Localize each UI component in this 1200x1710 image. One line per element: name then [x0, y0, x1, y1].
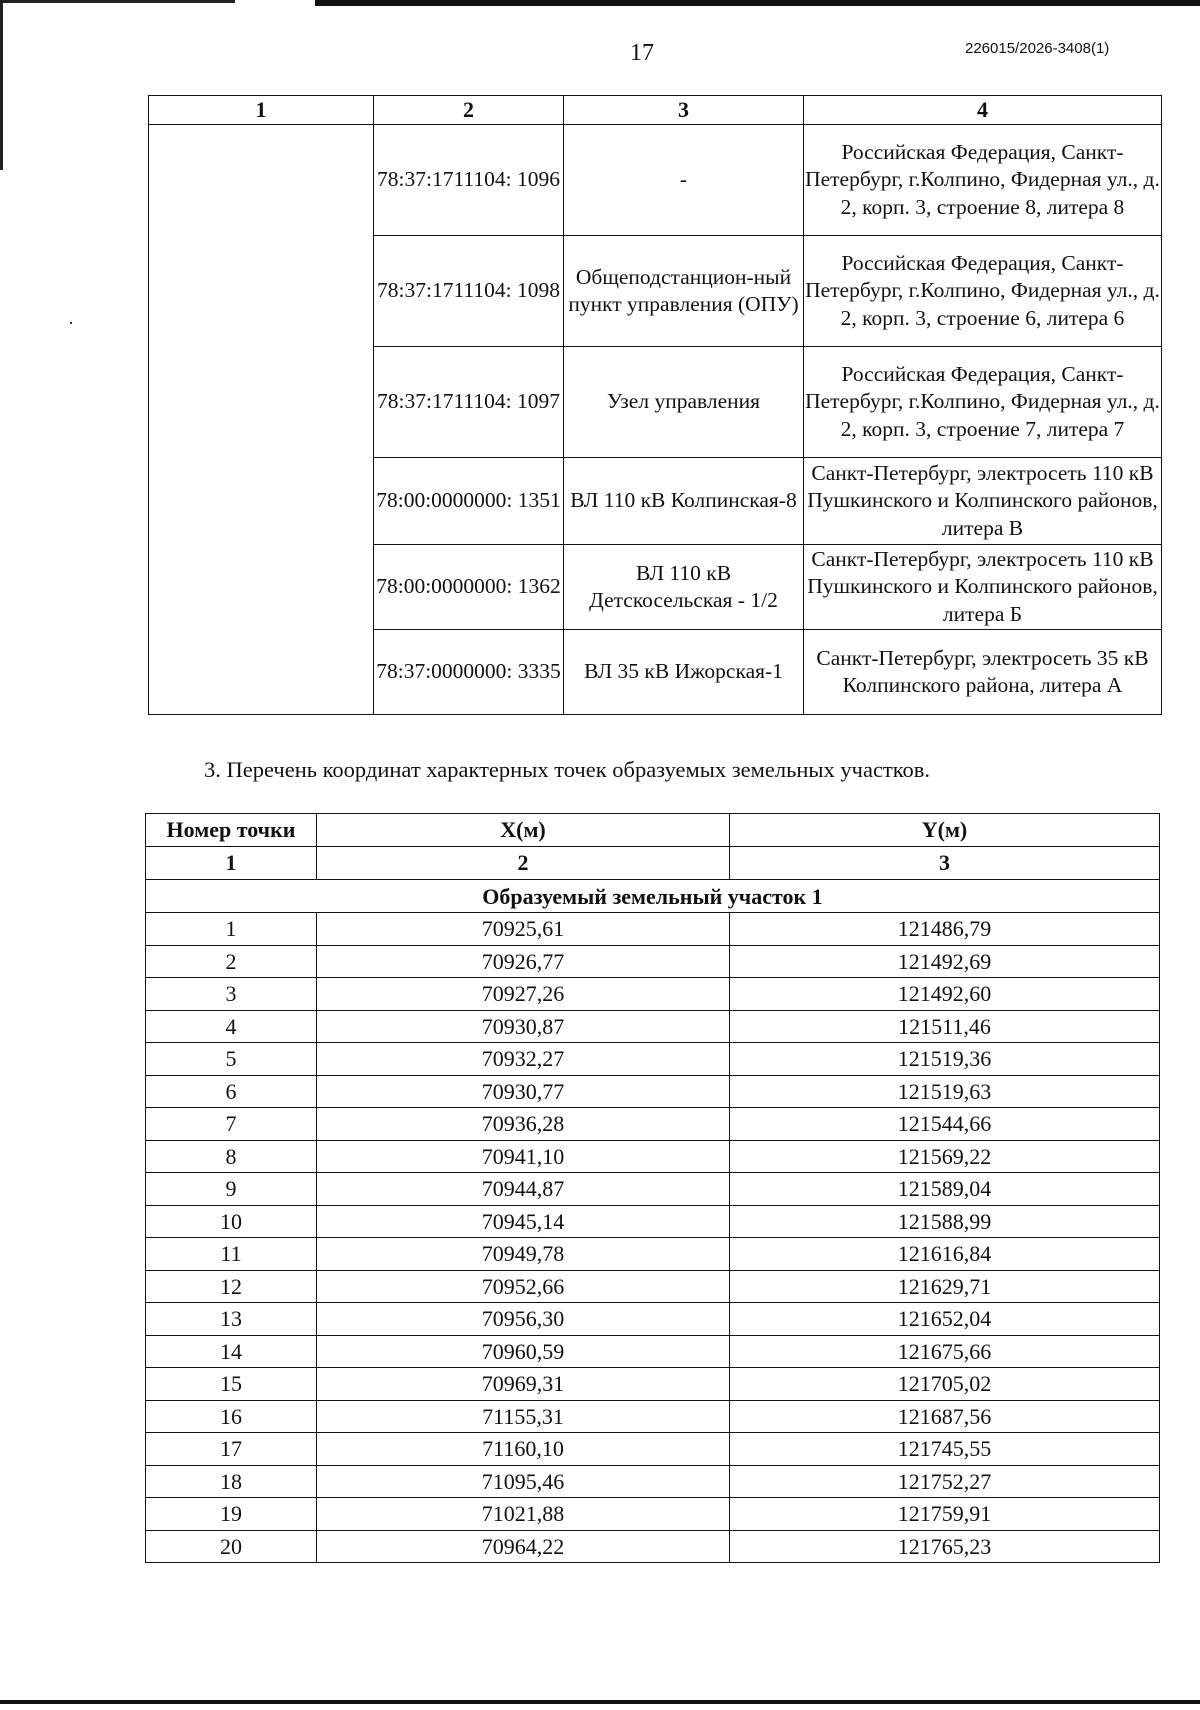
y-coordinate: 121511,46: [730, 1010, 1160, 1043]
table-row: [146, 913, 1160, 946]
document-id: 226015/2026-3408(1): [965, 40, 1110, 57]
x-coordinate: 70949,78: [317, 1238, 730, 1271]
y-coordinate: 121589,04: [730, 1173, 1160, 1206]
point-number: 3: [146, 978, 317, 1011]
table-row: [146, 1498, 1160, 1531]
scan-edge-top: [315, 0, 1200, 6]
y-coordinate: 121765,23: [730, 1530, 1160, 1563]
x-coordinate: 70969,31: [317, 1368, 730, 1401]
point-number: 14: [146, 1335, 317, 1368]
coordinates-table-header-row: [146, 814, 1160, 847]
point-number: 16: [146, 1400, 317, 1433]
table-row: [146, 1270, 1160, 1303]
point-number: 11: [146, 1238, 317, 1271]
object-name: -: [564, 125, 804, 236]
object-name: ВЛ 35 кВ Ижорская-1: [564, 630, 804, 715]
table-row: [146, 1465, 1160, 1498]
x-coordinate: 70930,77: [317, 1075, 730, 1108]
x-coordinate: 71095,46: [317, 1465, 730, 1498]
y-coordinate: 121752,27: [730, 1465, 1160, 1498]
x-coordinate: 70952,66: [317, 1270, 730, 1303]
table-row: [146, 1010, 1160, 1043]
table-row: [146, 945, 1160, 978]
objects-table: [148, 95, 1162, 715]
column-number-row: [146, 847, 1160, 880]
y-coordinate: 121629,71: [730, 1270, 1160, 1303]
table-row: [146, 978, 1160, 1011]
x-coordinate: 70936,28: [317, 1108, 730, 1141]
x-coordinate: 70941,10: [317, 1140, 730, 1173]
column-header: 3: [564, 96, 804, 125]
x-coordinate: 70956,30: [317, 1303, 730, 1336]
table-row: [146, 1433, 1160, 1466]
cadastral-number: 78:00:0000000: 1351: [374, 458, 564, 545]
table-row: [146, 1303, 1160, 1336]
column-number: 1: [146, 847, 317, 880]
x-coordinate: 70927,26: [317, 978, 730, 1011]
section-heading: 3. Перечень координат характерных точек образуемых земельных участков.: [204, 757, 931, 782]
objects-table-header-row: [149, 96, 1162, 125]
cadastral-number: 78:37:1711104: 1098: [374, 236, 564, 347]
x-coordinate: 70925,61: [317, 913, 730, 946]
table-row: [146, 1400, 1160, 1433]
subheader-row: [146, 880, 1160, 913]
y-coordinate: 121486,79: [730, 913, 1160, 946]
y-coordinate: 121675,66: [730, 1335, 1160, 1368]
point-number: 10: [146, 1205, 317, 1238]
object-name: ВЛ 110 кВ Детскосельская - 1/2: [564, 545, 804, 630]
table-row: [146, 1140, 1160, 1173]
point-number: 8: [146, 1140, 317, 1173]
table-row: [146, 1173, 1160, 1206]
x-coordinate: 71021,88: [317, 1498, 730, 1531]
column-header: 2: [374, 96, 564, 125]
cadastral-number: 78:37:1711104: 1096: [374, 125, 564, 236]
scan-edge-left: [0, 0, 3, 170]
cadastral-number: 78:37:1711104: 1097: [374, 347, 564, 458]
scan-edge-bottom: [0, 1700, 1200, 1704]
y-coordinate: 121745,55: [730, 1433, 1160, 1466]
column-header: X(м): [317, 814, 730, 847]
table-row: [149, 125, 1162, 236]
table-row: [146, 1238, 1160, 1271]
y-coordinate: 121492,60: [730, 978, 1160, 1011]
y-coordinate: 121492,69: [730, 945, 1160, 978]
x-coordinate: 71155,31: [317, 1400, 730, 1433]
table-row: [146, 1108, 1160, 1141]
column-header: 4: [804, 96, 1162, 125]
column-header: Y(м): [730, 814, 1160, 847]
point-number: 4: [146, 1010, 317, 1043]
scan-speck: [70, 322, 72, 324]
point-number: 6: [146, 1075, 317, 1108]
table-row: [146, 1335, 1160, 1368]
point-number: 1: [146, 913, 317, 946]
empty-cell: [149, 125, 374, 715]
cadastral-number: 78:37:0000000: 3335: [374, 630, 564, 715]
column-number: 2: [317, 847, 730, 880]
table-row: [146, 1205, 1160, 1238]
point-number: 19: [146, 1498, 317, 1531]
point-number: 15: [146, 1368, 317, 1401]
point-number: 13: [146, 1303, 317, 1336]
table-row: [146, 1043, 1160, 1076]
x-coordinate: 70926,77: [317, 945, 730, 978]
x-coordinate: 70932,27: [317, 1043, 730, 1076]
scan-edge-top-left: [0, 0, 235, 3]
point-number: 17: [146, 1433, 317, 1466]
cadastral-number: 78:00:0000000: 1362: [374, 545, 564, 630]
x-coordinate: 70960,59: [317, 1335, 730, 1368]
object-name: Узел управления: [564, 347, 804, 458]
point-number: 2: [146, 945, 317, 978]
column-number: 3: [730, 847, 1160, 880]
y-coordinate: 121687,56: [730, 1400, 1160, 1433]
table-row: [146, 1530, 1160, 1563]
object-address: Санкт-Петербург, электросеть 110 кВ Пушкинского и Колпинского районов, литера Б: [804, 545, 1162, 630]
object-address: Санкт-Петербург, электросеть 110 кВ Пушкинского и Колпинского районов, литера В: [804, 458, 1162, 545]
object-address: Санкт-Петербург, электросеть 35 кВ Колпинского района, литера А: [804, 630, 1162, 715]
x-coordinate: 71160,10: [317, 1433, 730, 1466]
x-coordinate: 70944,87: [317, 1173, 730, 1206]
y-coordinate: 121569,22: [730, 1140, 1160, 1173]
table-row: [146, 1075, 1160, 1108]
object-address: Российская Федерация, Санкт-Петербург, г.Колпино, Фидерная ул., д. 2, корп. 3, строение 8, литера 8: [804, 125, 1162, 236]
coordinates-table: [145, 813, 1160, 1563]
point-number: 12: [146, 1270, 317, 1303]
object-address: Российская Федерация, Санкт-Петербург, г.Колпино, Фидерная ул., д. 2, корп. 3, строение 7, литера 7: [804, 347, 1162, 458]
object-address: Российская Федерация, Санкт-Петербург, г.Колпино, Фидерная ул., д. 2, корп. 3, строение 6, литера 6: [804, 236, 1162, 347]
table-row: [146, 1368, 1160, 1401]
y-coordinate: 121616,84: [730, 1238, 1160, 1271]
y-coordinate: 121519,63: [730, 1075, 1160, 1108]
y-coordinate: 121652,04: [730, 1303, 1160, 1336]
point-number: 9: [146, 1173, 317, 1206]
x-coordinate: 70930,87: [317, 1010, 730, 1043]
point-number: 7: [146, 1108, 317, 1141]
column-header: 1: [149, 96, 374, 125]
y-coordinate: 121544,66: [730, 1108, 1160, 1141]
y-coordinate: 121759,91: [730, 1498, 1160, 1531]
x-coordinate: 70964,22: [317, 1530, 730, 1563]
point-number: 5: [146, 1043, 317, 1076]
y-coordinate: 121588,99: [730, 1205, 1160, 1238]
point-number: 20: [146, 1530, 317, 1563]
y-coordinate: 121519,36: [730, 1043, 1160, 1076]
object-name: ВЛ 110 кВ Колпинская-8: [564, 458, 804, 545]
parcel-subheader: Образуемый земельный участок 1: [146, 880, 1160, 913]
point-number: 18: [146, 1465, 317, 1498]
object-name: Общеподстанцион-ный пункт управления (ОПУ): [564, 236, 804, 347]
x-coordinate: 70945,14: [317, 1205, 730, 1238]
column-header: Номер точки: [146, 814, 317, 847]
page-number: 17: [630, 40, 654, 66]
y-coordinate: 121705,02: [730, 1368, 1160, 1401]
